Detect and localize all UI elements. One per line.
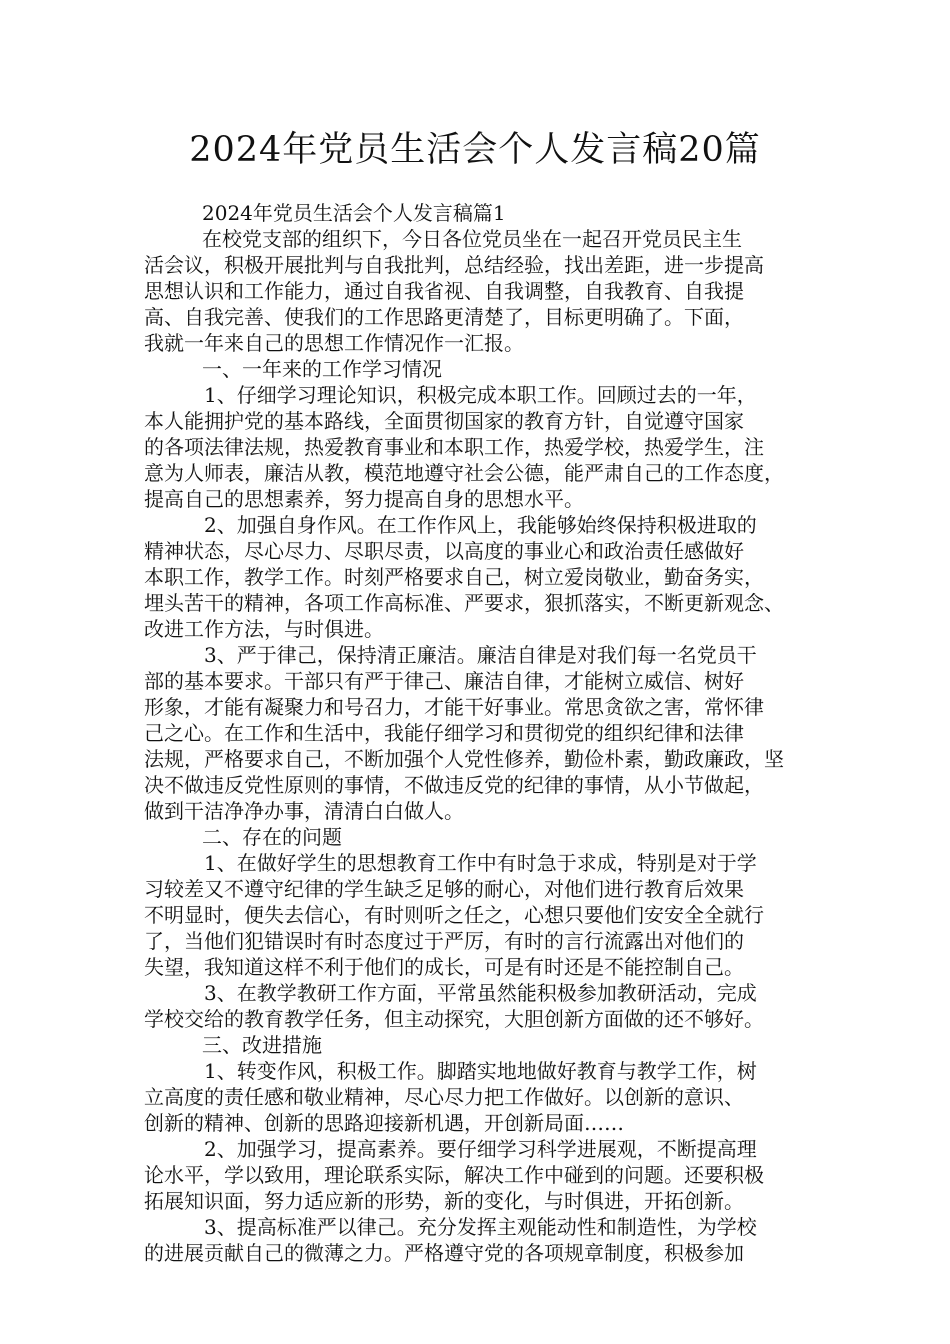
text-line: 意为人师表，廉洁从教，模范地遵守社会公德，能严肃自己的工作态度， [144, 461, 784, 485]
text-line: 拓展知识面，努力适应新的形势，新的变化，与时俱进，开拓创新。 [144, 1189, 744, 1213]
text-line: 不明显时，便失去信心，有时则听之任之，心想只要他们安安全全就行 [144, 903, 764, 927]
text-line: 立高度的责任感和敬业精神，尽心尽力把工作做好。以创新的意识、 [144, 1085, 744, 1109]
text-line: 二、存在的问题 [202, 825, 342, 849]
text-line: 1、仔细学习理论知识，积极完成本职工作。回顾过去的一年， [204, 383, 757, 407]
text-line: 部的基本要求。干部只有严于律己、廉洁自律，才能树立威信、树好 [144, 669, 744, 693]
text-line: 思想认识和工作能力，通过自我省视、自我调整，自我教育、自我提 [144, 279, 744, 303]
text-line: 提高自己的思想素养，努力提高自身的思想水平。 [144, 487, 584, 511]
document-body [144, 200, 820, 1266]
text-line: 创新的精神、创新的思路迎接新机遇，开创新局面…… [144, 1111, 624, 1135]
text-line: 本人能拥护党的基本路线，全面贯彻国家的教育方针，自觉遵守国家 [144, 409, 744, 433]
text-line: 了，当他们犯错误时有时态度过于严厉，有时的言行流露出对他们的 [144, 929, 744, 953]
text-line: 1、在做好学生的思想教育工作中有时急于求成，特别是对于学 [204, 851, 757, 875]
text-line: 失望，我知道这样不利于他们的成长，可是有时还是不能控制自己。 [144, 955, 744, 979]
text-line: 3、提高标准严以律己。充分发挥主观能动性和制造性，为学校 [204, 1215, 757, 1239]
text-line: 学校交给的教育教学任务，但主动探究，大胆创新方面做的还不够好。 [144, 1007, 764, 1031]
text-line: 我就一年来自己的思想工作情况作一汇报。 [144, 331, 524, 355]
text-line: 1、转变作风，积极工作。脚踏实地地做好教育与教学工作，树 [204, 1059, 757, 1083]
text-line: 习较差又不遵守纪律的学生缺乏足够的耐心，对他们进行教育后效果 [144, 877, 744, 901]
text-line: 3、严于律己，保持清正廉洁。廉洁自律是对我们每一名党员干 [204, 643, 757, 667]
text-line: 精神状态，尽心尽力、尽职尽责，以高度的事业心和政治责任感做好 [144, 539, 744, 563]
text-line: 2024年党员生活会个人发言稿篇1 [202, 201, 506, 225]
text-line: 在校党支部的组织下，今日各位党员坐在一起召开党员民主生 [202, 227, 742, 251]
text-line: 三、改进措施 [202, 1033, 322, 1057]
text-line: 3、在教学教研工作方面，平常虽然能积极参加教研活动，完成 [204, 981, 757, 1005]
text-line: 埋头苦干的精神，各项工作高标准、严要求，狠抓落实，不断更新观念、 [144, 591, 784, 615]
text-line: 2、加强学习，提高素养。要仔细学习科学进展观，不断提高理 [204, 1137, 757, 1161]
text-line: 论水平，学以致用，理论联系实际，解决工作中碰到的问题。还要积极 [144, 1163, 764, 1187]
text-line: 活会议，积极开展批判与自我批判，总结经验，找出差距，进一步提高 [144, 253, 764, 277]
text-line: 高、自我完善、使我们的工作思路更清楚了，目标更明确了。下面， [144, 305, 744, 329]
text-line: 改进工作方法，与时俱进。 [144, 617, 384, 641]
document-title: 2024年党员生活会个人发言稿20篇 [189, 130, 761, 170]
text-line: 法规，严格要求自己，不断加强个人党性修养，勤俭朴素，勤政廉政，坚 [144, 747, 784, 771]
text-line: 做到干洁净净办事，清清白白做人。 [144, 799, 464, 823]
text-line: 的各项法律法规，热爱教育事业和本职工作，热爱学校，热爱学生，注 [144, 435, 764, 459]
text-line: 形象，才能有凝聚力和号召力，才能干好事业。常思贪欲之害，常怀律 [144, 695, 764, 719]
text-line: 的进展贡献自己的微薄之力。严格遵守党的各项规章制度，积极参加 [144, 1241, 744, 1265]
text-line: 己之心。在工作和生活中，我能仔细学习和贯彻党的组织纪律和法律 [144, 721, 744, 745]
text-line: 本职工作，教学工作。时刻严格要求自己，树立爱岗敬业，勤奋务实， [144, 565, 764, 589]
text-line: 一、一年来的工作学习情况 [202, 357, 442, 381]
text-line: 决不做违反党性原则的事情，不做违反党的纪律的事情，从小节做起， [144, 773, 764, 797]
text-line: 2、加强自身作风。在工作作风上，我能够始终保持积极进取的 [204, 513, 757, 537]
